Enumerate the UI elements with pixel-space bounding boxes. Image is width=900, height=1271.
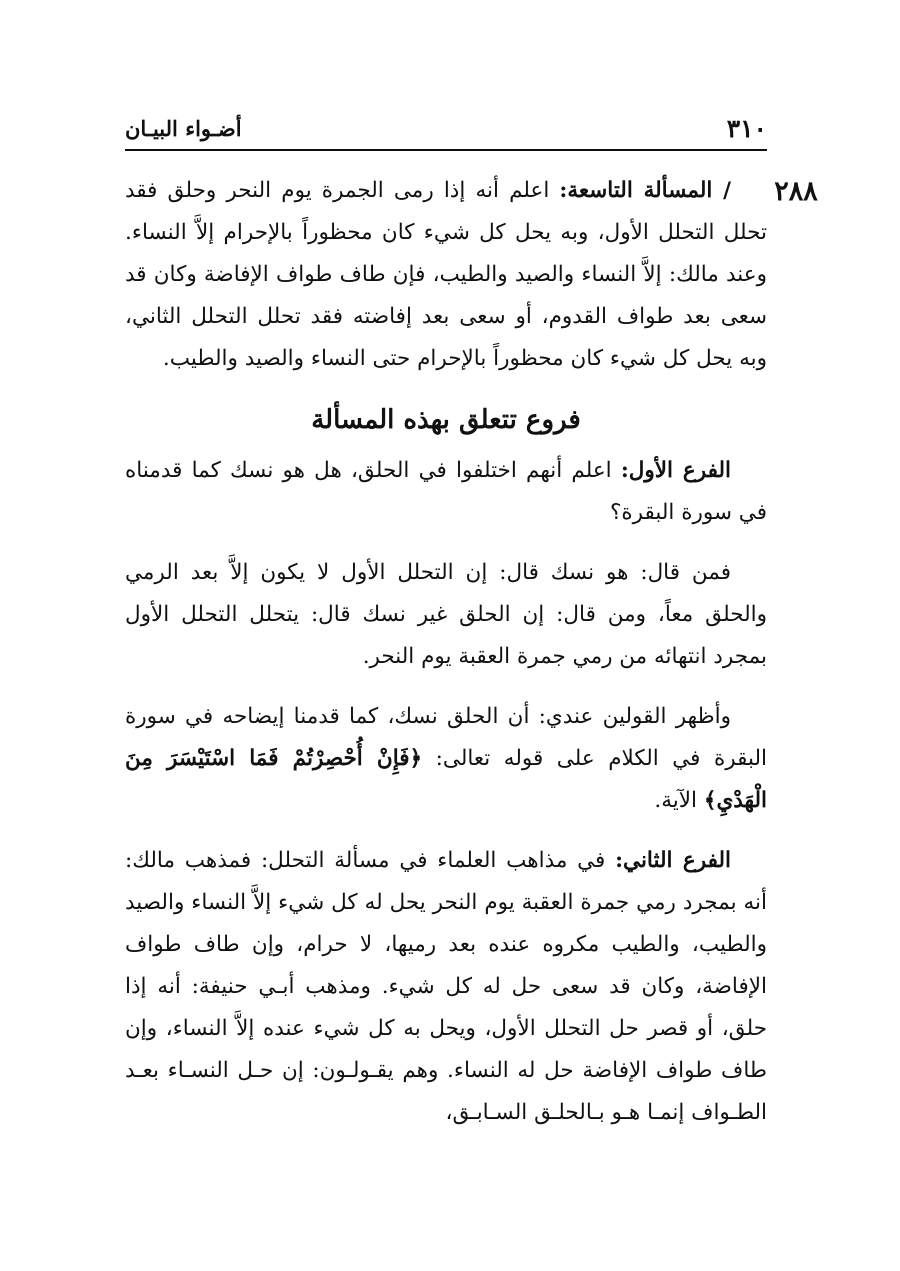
paragraph-lead: الفرع الثاني: — [615, 848, 731, 873]
paragraph-text: اعلم أنهم اختلفوا في الحلق، هل هو نسك كما قدمناه في سورة البقرة؟ — [125, 458, 767, 525]
running-title: أضـواء البيـان — [125, 116, 242, 141]
paragraph-lead: / المسألة التاسعة: — [559, 178, 731, 203]
margin-reference-number: ٢٨٨ — [774, 176, 818, 207]
paragraph-text: وأظهر القولين عندي: أن الحلق نسك، كما قدمنا إيضاحه في سورة البقرة في الكلام على قوله تعالى: — [125, 704, 767, 771]
paragraph-text: اعلم أنه إذا رمى الجمرة يوم النحر وحلق فقد تحلل التحلل الأول، وبه يحل كل شيء كان محظوراً بالإحرام إلاَّ النساء. وعند مالك: إلاَّ النساء والصيد والطيب، فإن طاف طواف الإفاضة وكان قد سعى بعد طواف القدوم، أو سعى بعد إفاضته فقد تحلل التحلل الثاني، وبه يحل كل شيء كان محظوراً بالإحرام حتى النساء والصيد والطيب. — [125, 178, 767, 371]
paragraph-text: الآية. — [654, 788, 704, 813]
section-heading: فروع تتعلق بهذه المسألة — [311, 405, 581, 435]
paragraph-first-branch — [125, 450, 767, 534]
header-rule — [125, 149, 767, 151]
paragraph-ninth-issue — [125, 170, 767, 380]
paragraph-stronger-opinion — [125, 696, 767, 822]
page-body — [125, 170, 767, 1146]
page-number: ٣١٠ — [726, 114, 767, 143]
quran-quote: ﴿فَإِنْ أُحْصِرْتُمْ فَمَا اسْتَيْسَرَ مِنَ الْهَدْيِ﴾ — [125, 746, 767, 813]
paragraph-lead: الفرع الأول: — [620, 458, 731, 483]
paragraph-text: فمن قال: هو نسك قال: إن التحلل الأول لا يكون إلاَّ بعد الرمي والحلق معاً، ومن قال: إن الحلق غير نسك قال: يتحلل التحلل الأول بمجرد انتهائه من رمي جمرة العقبة يوم النحر. — [125, 560, 767, 669]
paragraph-second-branch — [125, 840, 767, 1134]
page-header — [125, 112, 767, 150]
paragraph-text: في مذاهب العلماء في مسألة التحلل: فمذهب مالك: أنه بمجرد رمي جمرة العقبة يوم النحر يحل له كل شيء إلاَّ النساء والصيد والطيب، والطيب مكروه عنده بعد رميها، لا حرام، وإن طاف طواف الإفاضة، وكان قد سعى حل له كل شيء. ومذهب أبـي حنيفة: أنه إذا حلق، أو قصر حل التحلل الأول، ويحل به كل شيء عنده إلاَّ النساء، وإن طاف طواف الإفاضة حل له النساء. وهم يقـولـون: إن حـل النسـاء بعـد الطـواف إنمـا هـو بـالحلـق السـابـق، — [125, 848, 767, 1125]
paragraph-shaving-opinions — [125, 552, 767, 678]
